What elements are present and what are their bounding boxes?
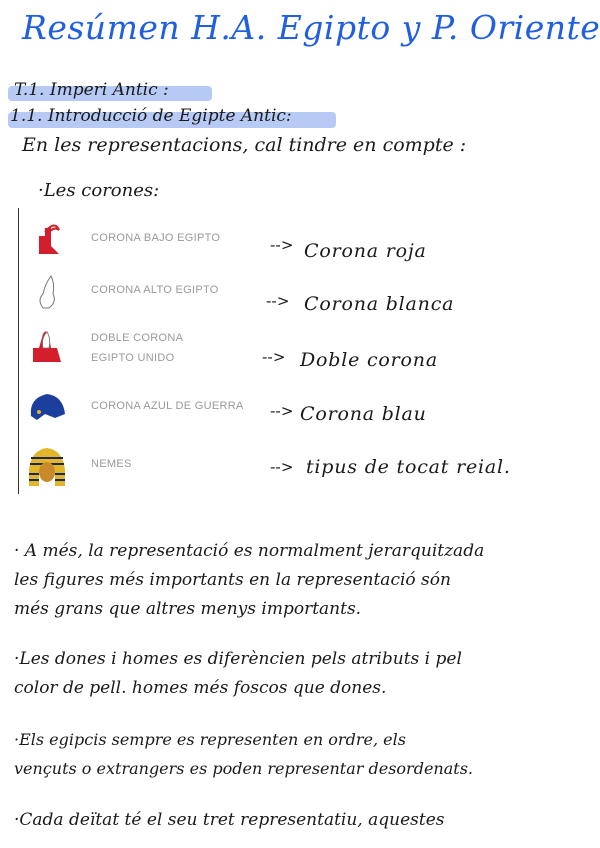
paragraph-line: vençuts o extrangers es poden representar desordenats. xyxy=(14,759,473,778)
paragraph-line: ·Les dones i homes es diferèncien pels atributs i pel xyxy=(14,649,462,669)
crown-label: CORONA ALTO EGIPTO xyxy=(91,284,219,296)
paragraph-deities xyxy=(14,806,598,835)
heading-introduccio: 1.1. Introducció de Egipte Antic: xyxy=(10,106,292,126)
paragraph-hierarchy xyxy=(14,537,598,624)
crown-label: DOBLE CORONA EGIPTO UNIDO xyxy=(91,332,183,364)
heading-imperi-antic: T.1. Imperi Antic : xyxy=(14,80,169,100)
crowns-table xyxy=(18,208,259,494)
crown-row-blue xyxy=(19,382,259,432)
crown-row-red xyxy=(19,214,259,264)
blue-crown-icon xyxy=(25,386,69,430)
intro-text: En les representacions, cal tindre en compte : xyxy=(22,134,467,156)
crown-name-blue: Corona blau xyxy=(300,403,427,425)
crown-row-white xyxy=(19,266,259,316)
paragraph-order xyxy=(14,725,598,783)
paragraph-line: les figures més importants en la representació són xyxy=(14,570,451,590)
crown-row-nemes xyxy=(19,440,259,490)
crown-name-nemes: tipus de tocat reial. xyxy=(306,456,511,478)
crown-row-double xyxy=(19,320,259,380)
crown-label: NEMES xyxy=(91,458,132,470)
paragraph-line: més grans que altres menys importants. xyxy=(14,599,362,619)
crown-name-double: Doble corona xyxy=(300,349,438,371)
arrow-icon: --> xyxy=(262,348,286,366)
crown-label: CORONA AZUL DE GUERRA xyxy=(91,400,244,412)
page-title: Resúmen H.A. Egipto y P. Oriente xyxy=(22,8,600,47)
paragraph-line: color de pell. homes més foscos que dones. xyxy=(14,678,387,698)
red-crown-icon xyxy=(25,218,69,262)
arrow-icon: --> xyxy=(266,292,290,310)
arrow-icon: --> xyxy=(270,458,294,476)
white-crown-icon xyxy=(25,270,69,314)
crown-name-red: Corona roja xyxy=(304,240,427,262)
crown-name-white: Corona blanca xyxy=(304,293,455,315)
arrow-icon: --> xyxy=(270,236,294,254)
paragraph-line: · A més, la representació es normalment jerarquitzada xyxy=(14,541,485,561)
arrow-icon: --> xyxy=(270,402,294,420)
paragraph-line: ·Cada deïtat té el seu tret representatiu, aquestes xyxy=(14,810,445,830)
paragraph-line: ·Els egipcis sempre es representen en ordre, els xyxy=(14,730,406,749)
crowns-intro: ·Les corones: xyxy=(38,180,160,201)
double-crown-icon xyxy=(25,324,69,368)
paragraph-gender xyxy=(14,645,598,703)
crown-label: CORONA BAJO EGIPTO xyxy=(91,232,221,244)
nemes-icon xyxy=(25,444,69,488)
